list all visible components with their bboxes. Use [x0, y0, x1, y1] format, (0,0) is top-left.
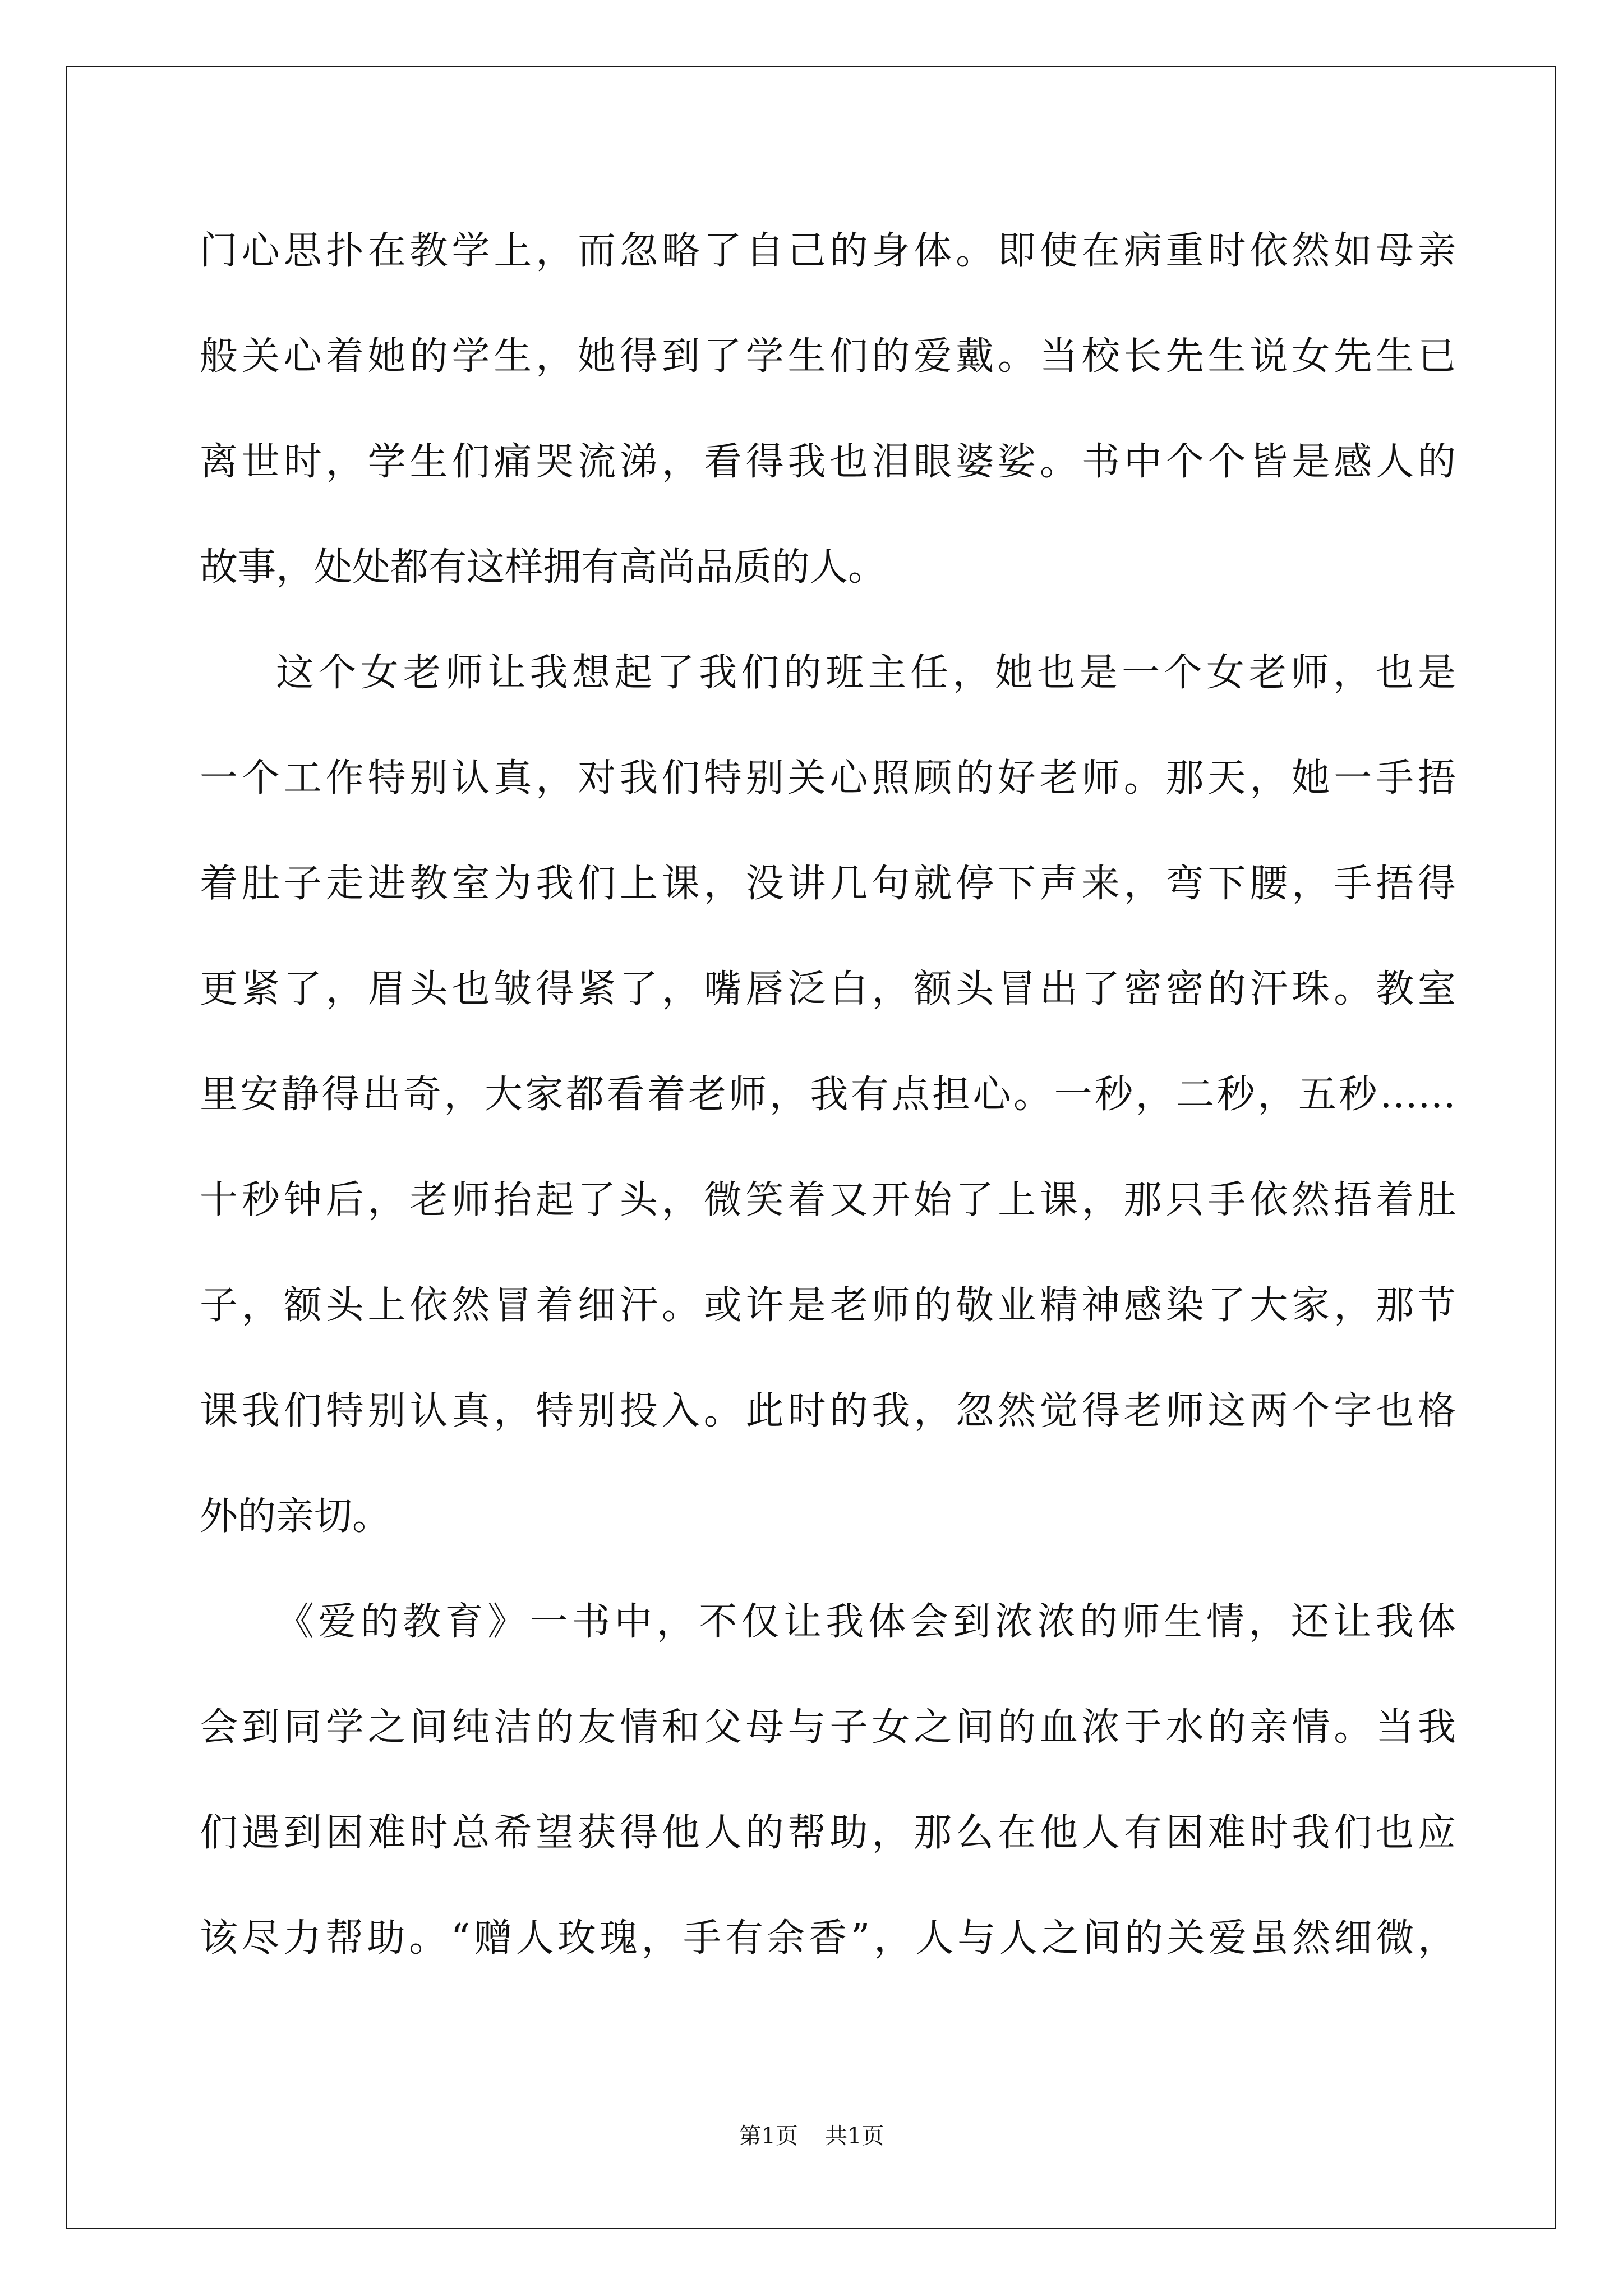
text-line: 十秒钟后，老师抬起了头，微笑着又开始了上课，那只手依然捂着肚	[200, 1178, 1456, 1222]
page-total: 共1页	[825, 2123, 884, 2149]
text-line: 一个工作特别认真，对我们特别关心照顾的好老师。那天，她一手捂	[200, 756, 1456, 800]
text-line: 会到同学之间纯洁的友情和父母与子女之间的血浓于水的亲情。当我	[200, 1705, 1456, 1750]
text-line: 们遇到困难时总希望获得他人的帮助，那么在他人有困难时我们也应	[200, 1811, 1456, 1855]
text-line: 这个女老师让我想起了我们的班主任，她也是一个女老师，也是	[276, 651, 1456, 695]
text-line: 着肚子走进教室为我们上课，没讲几句就停下声来，弯下腰，手捂得	[200, 862, 1456, 906]
text-line: 外的亲切。	[200, 1494, 391, 1539]
text-line: 《爱的教育》一书中，不仅让我体会到浓浓的师生情，还让我体	[276, 1600, 1456, 1644]
text-line: 门心思扑在教学上，而忽略了自己的身体。即使在病重时依然如母亲	[200, 229, 1456, 273]
text-line: 里安静得出奇，大家都看着老师，我有点担心。一秒，二秒，五秒……	[200, 1073, 1456, 1117]
text-line: 更紧了，眉头也皱得紧了，嘴唇泛白，额头冒出了密密的汗珠。教室	[200, 967, 1456, 1011]
text-line: 故事，处处都有这样拥有高尚品质的人。	[200, 545, 887, 590]
text-line: 般关心着她的学生，她得到了学生们的爱戴。当校长先生说女先生已	[200, 334, 1456, 379]
text-line: 离世时，学生们痛哭流涕，看得我也泪眼婆娑。书中个个皆是感人的	[200, 440, 1456, 484]
page-footer	[0, 2118, 1623, 2150]
page-number: 第1页	[739, 2123, 798, 2149]
text-line: 课我们特别认真，特别投入。此时的我，忽然觉得老师这两个字也格	[200, 1389, 1456, 1433]
text-line: 该尽力帮助。“赠人玫瑰，手有余香”，人与人之间的关爱虽然细微，	[200, 1916, 1456, 1961]
text-line: 子，额头上依然冒着细汗。或许是老师的敬业精神感染了大家，那节	[200, 1283, 1456, 1328]
